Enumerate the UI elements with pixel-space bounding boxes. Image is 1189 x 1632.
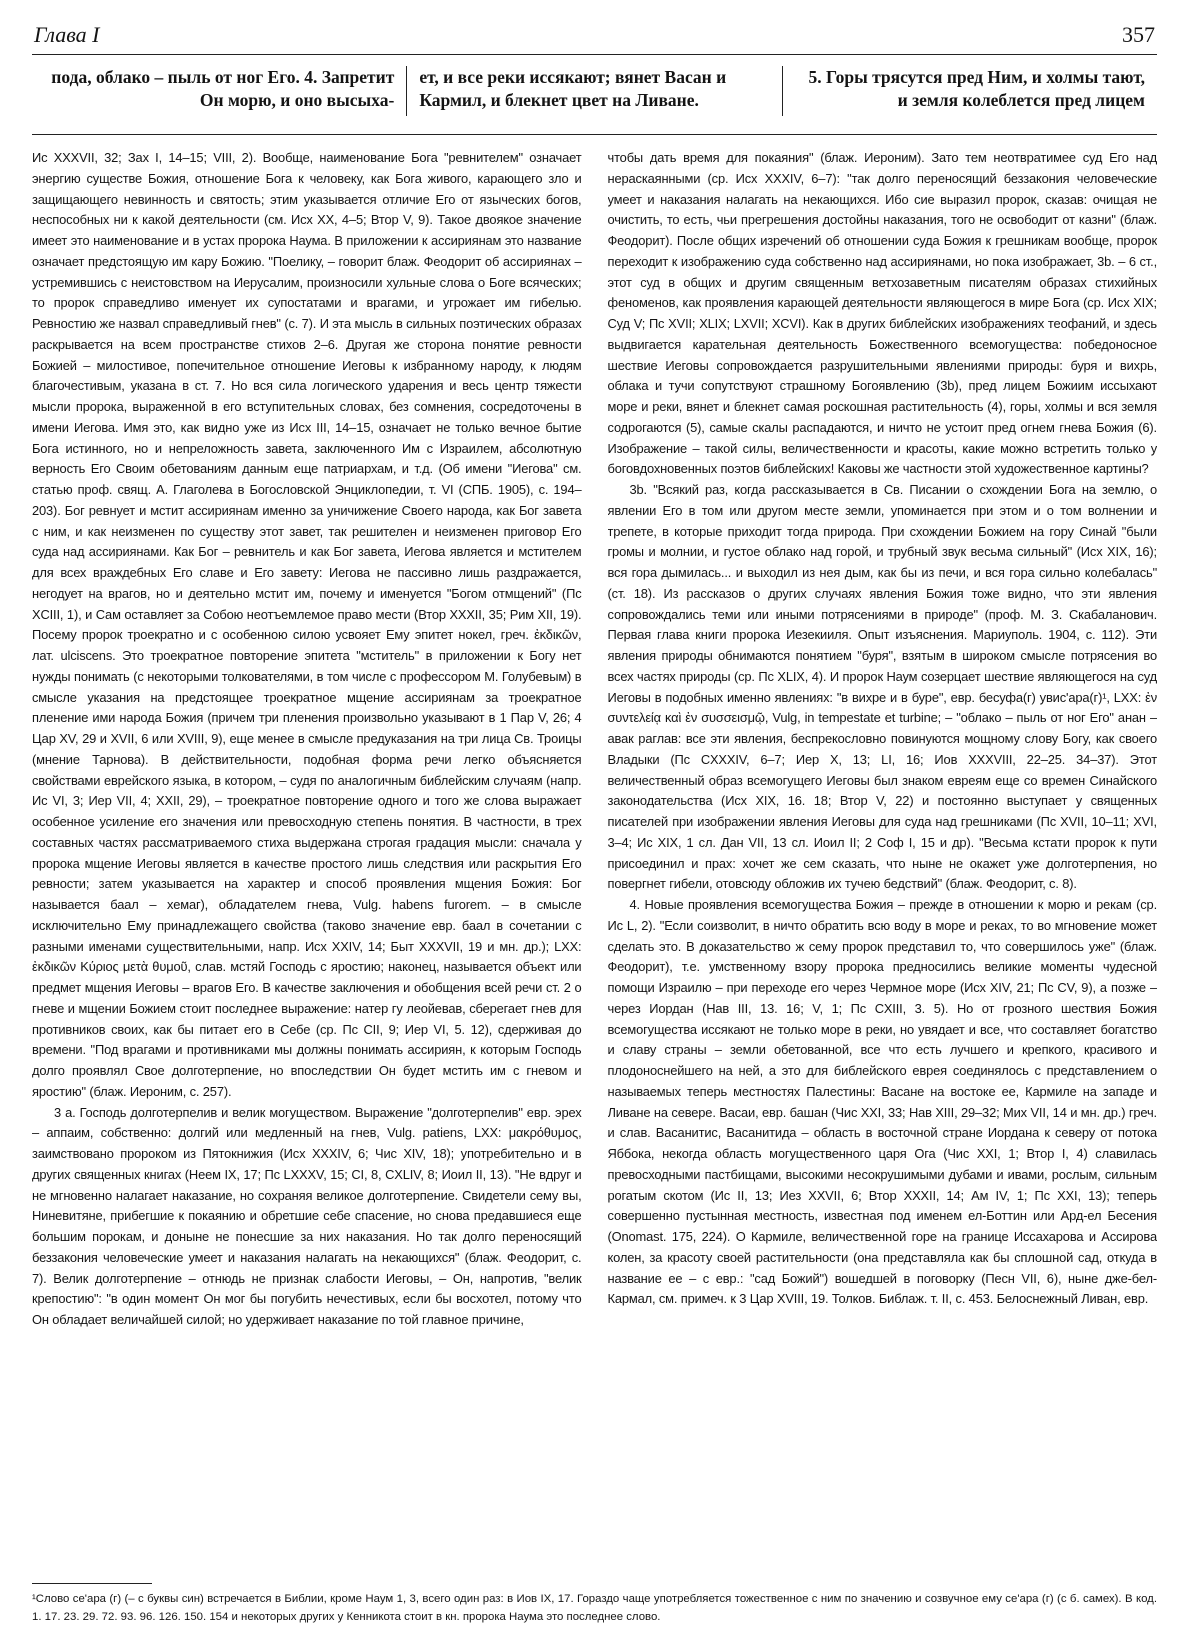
commentary-left-column — [32, 148, 582, 1568]
separator-line — [32, 134, 1157, 135]
scripture-column-3: 5. Горы трясутся пред Ним, и холмы тают, и земля колеблется пред лицем — [808, 67, 1145, 110]
footnote-rule — [32, 1583, 152, 1584]
paragraph: 4. Новые проявления всемогущества Божия – прежде в отношении к морю и рекам (ср. Ис L, 2). "Если соизволит, в ничто обратить всю воду в море и реках, то во мгновение может сделать это. В доказательство ж сему пророк представил то, что совершилось уже" (блаж. Феодорит), т.е. умственному взору пророка предносились великие моменты чудесной помощи Израилю – при переходе его через Чермное море (Исх XIV, 21; Пс CV, 9), а позже – через Иордан (Нав III, 13. 16; V, 1; Пс CXIII, 3. 5). Но от грозного шествия Божия всемогущества иссякают не только море в реки, но увядает и все, что составляет богатство и славу страны – земли обетованной, все что есть лучшего и крепкого, красивого и плодоноснейшего на ней, а это для библейского еврея соединялось с представлением о называемых теперь местностях Палестины: Васане на востоке ее, Кармиле на западе и Ливане на севере. Васаи, евр. башан (Чис XXI, 33; Нав XIII, 29–32; Мих VII, 14 и мн. др.) греч. и слав. Васанитис, Васанитида – область в восточной стране Иордана к северу от потока Яббока, некогда область могущественного царя Ога (Чис XXI, 1; Втор I, 4) славилась превосходными пастбищами, высокими несокрушимыми дубами и ивами, рослым, сильным рогатым скотом (Ис II, 13; Иез XXVII, 6; Втор XXXII, 14; Ам IV, 1; Пс XXI, 13); теперь совершенно пустынная местность, известная под именем ел-Боттин или Ард-ел Бесения (Onomast. 175, 224). О Кармиле, величественной горе на границе Иссахарова и Ассирова колен, за красоту своей растительности (она представляла как бы сплошной сад, откуда в название ее – с евр.: "сад Божий") вошедшей в поговорку (Песн VII, 6), ныне дже-бел-Кармал, см. примеч. к 3 Цар XVIII, 19. Толков. Библаж. т. II, с. 453. Белоснежный Ливан, евр. — [607, 897, 1157, 1307]
commentary — [32, 148, 1157, 1568]
footnote: ¹Слово се'ара (г) (– с буквы син) встречается в Библии, кроме Наум 1, 3, всего один раз: в Иов IX, 17. Гораздо чаще употребляется тожественное с ним по значению и созвучное ему се'ара (г) (с б. самех). В код. 1. 17. 23. 29. 72. 93. 96. 126. 150. 154 и некоторых других у Кенникота стоит в кн. пророка Наума это последнее слово. — [32, 1593, 1157, 1623]
scripture-column-1: пода, облако – пыль от ног Его. 4. Запретит Он морю, и оно высыха- — [32, 66, 407, 116]
scripture-text — [32, 66, 1157, 116]
page-number: 357 — [1122, 22, 1155, 47]
paragraph: 3b. "Всякий раз, когда рассказывается в Св. Писании о схождении Бога на землю, о явлении Его в том или другом месте земли, упоминается при этом и о том волнении и трепете, в которые приходит тогда природа. При схождении Божием на гору Синай "были громы и молнии, и густое облако над горой, и трубный звук весьма сильный" (Исх XIX, 16); вся гора дымилась... и выходил из нея дым, как бы из печи, и вся гора сильно колебалась" (ст. 18). Из рассказов о других случаях явления Божия тоже видно, что эти явления сопровождались теми или иными потрясениями в природе" (проф. М. З. Скабаланович. Первая глава книги пророка Иезекииля. Опыт изъяснения. Мариуполь. 1904, с. 112). Эти явления природы обнимаются понятием "буря", взятым в широком смысле потрясения во всех частях природы (ср. Пс XLIX, 4). И пророк Наум созерцает шествие являющегося на суд Иеговы в подобных именно явлениях: "в вихре и в буре", евр. бесуфа(г) увис'ара(г)¹, LXX: ἐν συντελείᾳ καὶ ἐν συσσεισμῷ, Vulg, in tempestate et turbine; – "облако – пыль от ног Его" анан – авак раглав: все эти явления, беспрекословно повинуются мощному слову Богу, как своего Владыки (Пс CXXXIV, 6–7; Иер X, 13; LI, 16; Иов XXXVIII, 22–25. 34–37). Этот величественный образ всемогущего Иеговы был знаком евреям еще со времен Синайского законодательства (Исх XIX, 16. 18; Втор V, 22) и постоянно выступает у священных писателей при изображении явления Иеговы для суда над грешниками (Пс XVII, 10–11; XVI, 3–4; Ис XIX, 1 сл. Дан VII, 13 сл. Иоил II; 2 Соф I, 15 и др). "Весьма кстати пророк к пути присоединил и прах: хочет же сем сказать, что ныне не окажет уже долготерпения, но повергнет гибели, отовсюду обложив их тучею бедствий" (блаж. Феодорит, с. 8). — [607, 482, 1157, 892]
paragraph: 3 а. Господь долготерпелив и велик могуществом. Выражение "долготерпелив" евр. эрех – аппаим, собственно: долгий или медленный на гнев, Vulg. patiens, LXX: μακρόθυμος, заимствовано пророком из Пятокнижия (Исх XXXIV, 6; Чис XIV, 18); употребительно и в других священных книгах (Неем IX, 17; Пс LXXXV, 15; CI, 8, CXLIV, 8; Иоил II, 13). "Не вдруг и не мгновенно налагает наказание, но сохраняя великое долготерпение. Свидетели сему вы, Ниневитяне, прибегшие к покаянию и обретшие себе спасение, но снова предавшиеся еще большим порокам, и доныне не понесшие за них наказания. Но так долго переносящий беззакония человеческие умеет и наказания налагать на некающихся" (блаж. Феодорит, с. 7). Велик долготерпение – отнюдь не признак слабости Иеговы, – Он, напротив, "велик крепостию": "в один момент Он мог бы погубить нечестивых, если бы восхотел, потому что Он обладает величайшей силой; но удерживает наказание по той главное причине, — [32, 1104, 582, 1327]
commentary-right-column — [608, 148, 1158, 1568]
chapter-title: Глава I — [34, 22, 100, 47]
paragraph: чтобы дать время для покаяния" (блаж. Иероним). Зато тем неотвратимее суд Его над нераскаянными (ср. Исх XXXIV, 6–7): "так долго переносящий беззакония человеческие умеет и наказания налагать на некающихся. Ибо сие выразил пророк, сказав: очищая не очистить, то есть, чьи прегрешения достойны наказания, того не освободит от казни" (блаж. Феодорит). После общих изречений об отношении суда Божия к грешникам вообще, пророк переходит к изображению суда собственно над ассириянами, но пока изображает, 3b. – 6 ст., этот суд в общих и другим священным ветхозаветным писателям образах стихийных феноменов, как проявления карающей деятельности являющегося в мире Бога (ср. Исх XIX; Суд V; Пс XVII; XLIX; LXVII; XCVI). Как в других библейских изображениях теофаний, и здесь выдвигается карательная деятельность Божественного всемогущества: победоносное шествие Иеговы сопровождается разрушительными явлениями природы: буря и вихрь, облака и тучи сопутствуют страшному Богоявлению (3b), пред лицем Божиим иссыхают море и реки, вянет и блекнет самая роскошная растительность (4), горы, холмы и вся земля содрогаются (5), самые скалы распадаются, и ничто не устоит пред огнем гнева Божия (6). Изображение – такой силы, величественности и красоты, какие можно встретить только у боговдохновенных поэтов библейских! Каковы же частности этой художественное картины? — [607, 150, 1157, 477]
paragraph: Ис XXXVII, 32; Зах I, 14–15; VIII, 2). Вообще, наименование Бога "ревнителем" означает энергию существе Божия, отношение Бога к человеку, как Бога живого, карающего зло и защищающего невинность и святость; этим указывается отличие Его от языческих богов, неспособных ни к какой деятельности (см. Исх XX, 4–5; Втор V, 9). Такое двоякое значение имеет это наименование и в устах пророка Наума. В приложении к ассириянам это название означает предстоящую им кару Божию. "Поелику, – говорит блаж. Феодорит об ассириянах – устремившись с неистовством на Иерусалим, произносили хульные слова о Боге всяческих; то пророк справедливо именует их супостатами и врагами, и угрожает им гибелью. Ревностию же назвал справедливый гнев" (с. 7). И эта мысль в сильных поэтических образах раскрывается на всем пространстве стихов 2–6. Другая же сторона понятие ревности Божией – милостивое, попечительное отношение Иеговы к избранному народу, к людям благочестивым, указана в ст. 7. Но вся сила логического ударения и весь центр тяжести мысли пророка, выраженной в его вступительных словах, без сомнения, сосредоточены в имени Иегова. Имя это, как видно уже из Исх III, 14–15, означает не только вечное бытие Бога истинного, но и непреложность завета, заключенного Им с Израилем, абсолютную верность Его Своим обетованиям данным еще патриархам, и т.д. (Об имени "Иегова" см. статью проф. свящ. А. Глаголева в Богословской Энциклопедии, т. VI (СПБ. 1905), с. 194–203). Бог ревнует и мстит ассириянам именно за уничижение Своего народа, как Бог завета с ним, и как неизменен по существу этот завет, так решителен и неизменен приговор Его суда над ассириянами. Как Бог – ревнитель и как Бог завета, Иегова является и мстителем для всех враждебных Его славе и Его завету: Иегова не пассивно лишь раздражается, негодует на врагов, но и деятельно мстит им, почему и именуется "Богом отмщений" (Пс XCIII, 1), и Сам оставляет за Собою неотъемлемое право мести (Втор XXXII, 35; Рим XII, 19). Посему пророк троекратно и с особенною силою усвояет Ему эпитет нокел, греч. ἐκδικῶν, лат. ulciscens. Это троекратное повторение эпитета "мститель" в приложении к Богу нет нужды понимать (с некоторыми толкователями, в том числе с профессором М. Голубевым) в смысле указания на предстоящее троекратное мщение ассириянам за троекратное пленение ими народа Божия (причем три пленения произвольно указывают в 1 Пар V, 26; 4 Цар XV, 29 и XVII, 6 или XVIII, 9), еще менее в смысле предуказания на три лица Св. Троицы (мнение Тарнова). В действительности, подобная форма речи легко объясняется свойствами еврейского языка, в котором, – судя по аналогичным библейским случаям (напр. Ис VI, 3; Иер VII, 4; XXII, 29), – троекратное повторение одного и того же слова выражает особенное усиление его значения или превосходную степень понятия. В частности, в трех составных частях рассматриваемого стиха выдержана строгая градация мысли: сначала у пророка мщение Иеговы является в качестве простого лишь следствия или раскрытия Его ревности; затем указывается на характер и способ проявления мщения Божия: Бог называется баал – хемаг), обладателем гнева, Vulg. habens furorem. – в смысле исключительно Ему принадлежащего свойства (таково значение евр. баал в сочетании с разными именами существительными, напр. Исх XXIV, 14; Быт XXXVII, 19 и мн. др.); LXX: ἐκδικῶν Κύριος μετὰ θυμοῦ, слав. мстяй Господь с яростию; наконец, называется объект или предмет мщения Иеговы – врагов Его. В качестве заключения и обобщения всей речи ст. 2 о гневе и мщении Божием стоит последнее выражение: натер гу леойевав, сберегает гнев для противников своих, как бы питает его в Себе (ср. Пс CII, 9; Иер VI, 5. 12), сдерживая до времени. "Под врагами и противниками мы должны понимать ассириян, к которым Господь долго проявлял Свое долготерпение, но впоследствии Он будет мстить им с гневом и яростию" (блаж. Иероним, с. 257). — [32, 150, 582, 1099]
running-head — [32, 18, 1157, 55]
scripture-column-2: ет, и все реки иссякают; вянет Васан и Кармил, и блекнет цвет на Ливане. — [407, 66, 782, 116]
